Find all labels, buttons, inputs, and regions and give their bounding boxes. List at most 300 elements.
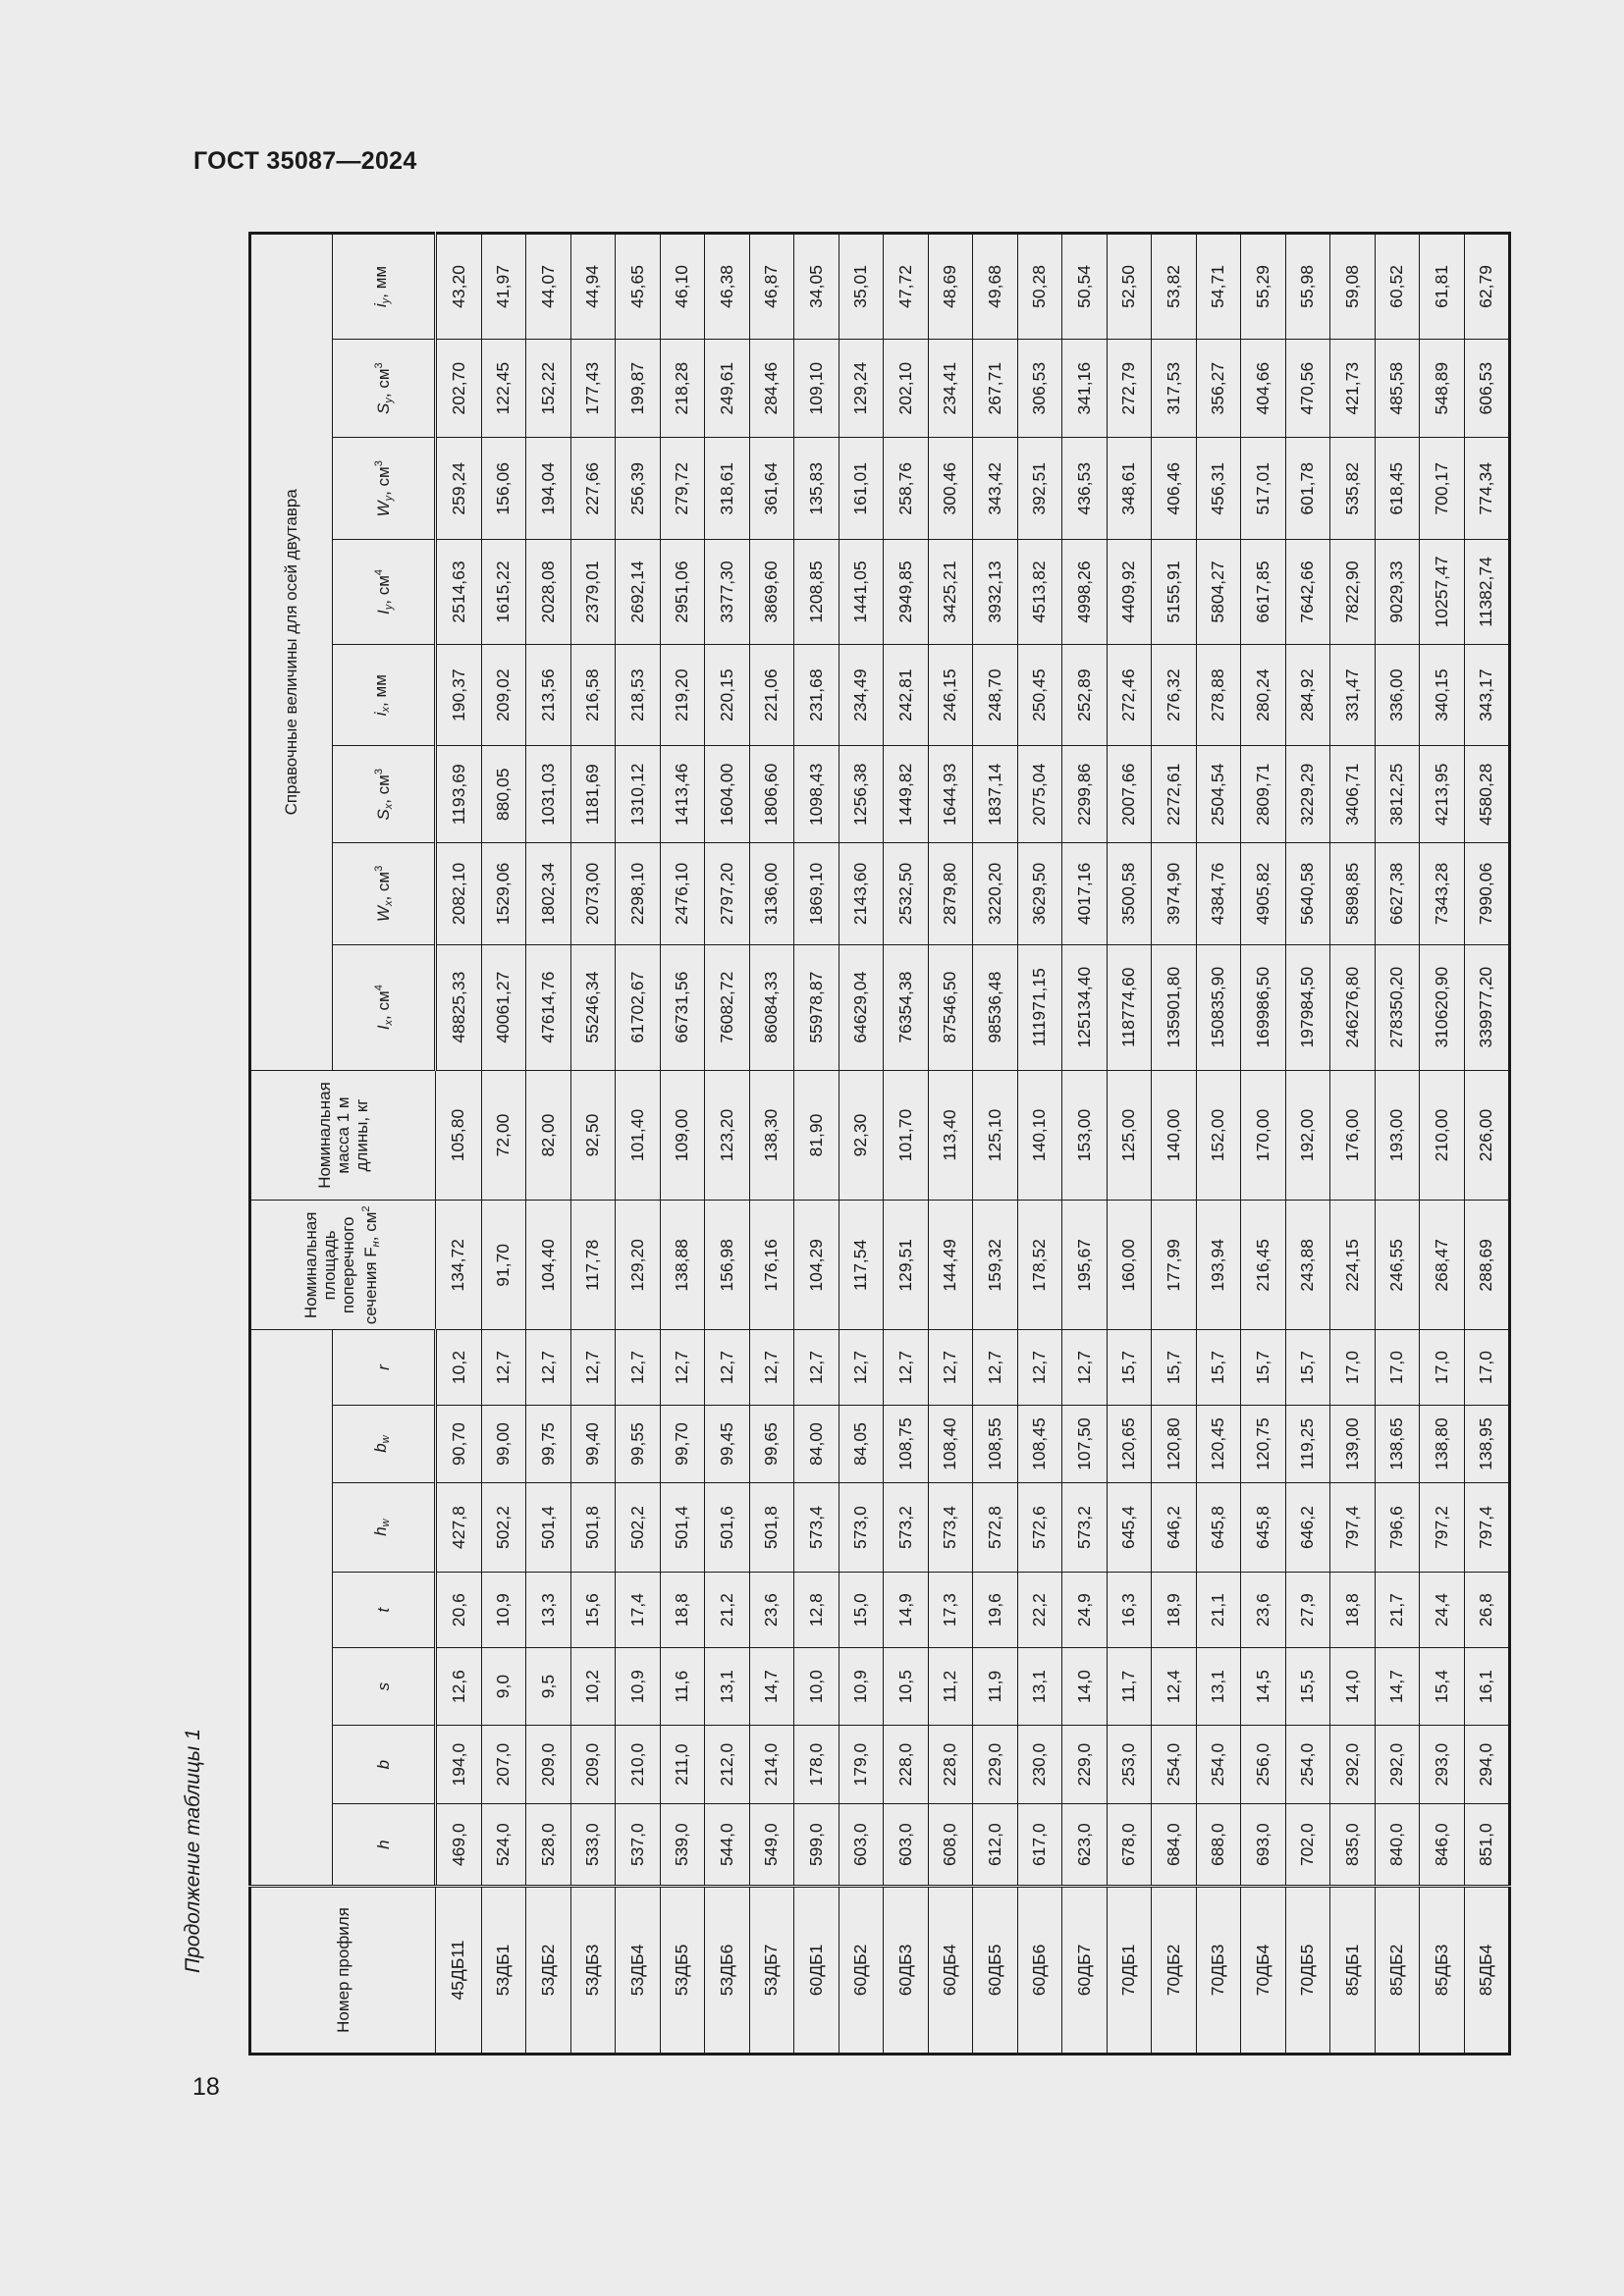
table-cell: 880,05: [481, 746, 526, 843]
table-row: [526, 234, 571, 2055]
table-row: [928, 234, 973, 2055]
table-row: [570, 234, 616, 2055]
col-Wx: Wx, $см^3$: [333, 843, 436, 945]
table-cell: 249,61: [705, 339, 750, 438]
table-cell: 14,0: [1330, 1648, 1376, 1726]
header-row-1: [250, 234, 333, 2055]
table-cell: 107,50: [1062, 1405, 1108, 1483]
table-cell: 341,16: [1062, 339, 1108, 438]
table-cell: 392,51: [1017, 438, 1062, 540]
table-cell: 176,16: [749, 1201, 794, 1330]
table-cell: 293,0: [1420, 1725, 1465, 1804]
table-cell: 55,29: [1241, 234, 1286, 340]
table-cell: 17,0: [1420, 1330, 1465, 1406]
table-cell: 12,8: [794, 1572, 839, 1648]
table-cell: 153,00: [1062, 1070, 1108, 1201]
table-cell: 15,7: [1196, 1330, 1241, 1406]
table-cell: 3629,50: [1017, 843, 1062, 945]
table-cell: 688,0: [1196, 1804, 1241, 1887]
table-cell: 231,68: [794, 644, 839, 746]
standard-code: ГОСТ 35087—2024: [193, 147, 417, 175]
table-cell: 7822,90: [1330, 540, 1376, 645]
table-cell: 59,08: [1330, 234, 1376, 340]
table-cell: 108,45: [1017, 1405, 1062, 1483]
profile-number-cell: 60ДБ2: [839, 1886, 884, 2054]
table-cell: 169986,50: [1241, 944, 1286, 1070]
table-cell: 12,4: [1152, 1648, 1197, 1726]
table-cell: 99,55: [616, 1405, 661, 1483]
table-cell: 4998,26: [1062, 540, 1108, 645]
table-cell: 4213,95: [1420, 746, 1465, 843]
table-cell: 12,7: [660, 1330, 705, 1406]
table-cell: 1441,05: [839, 540, 884, 645]
table-cell: 544,0: [705, 1804, 750, 1887]
table-cell: 156,98: [705, 1201, 750, 1330]
table-cell: 318,61: [705, 438, 750, 540]
table-cell: 17,0: [1375, 1330, 1420, 1406]
table-cell: 19,6: [973, 1572, 1018, 1648]
table-cell: 501,8: [749, 1483, 794, 1573]
col-Wy: Wy, $см^3$: [333, 438, 436, 540]
table-cell: 2272,61: [1152, 746, 1197, 843]
table-cell: 618,45: [1375, 438, 1420, 540]
table-cell: 2299,86: [1062, 746, 1108, 843]
profile-number-cell: 70ДБ5: [1285, 1886, 1330, 2054]
table-cell: 5898,85: [1330, 843, 1376, 945]
table-body: [436, 234, 1510, 2055]
table-cell: 258,76: [884, 438, 929, 540]
table-cell: 1449,82: [884, 746, 929, 843]
table-cell: 1837,14: [973, 746, 1018, 843]
table-cell: 702,0: [1285, 1804, 1330, 1887]
table-cell: 45,65: [616, 234, 661, 340]
table-cell: 348,61: [1107, 438, 1152, 540]
table-cell: 92,50: [570, 1070, 616, 1201]
col-Ix: Ix, $см^4$: [333, 944, 436, 1070]
table-cell: 46,87: [749, 234, 794, 340]
table-cell: 15,7: [1107, 1330, 1152, 1406]
table-row: [1062, 234, 1108, 2055]
table-cell: 15,0: [839, 1572, 884, 1648]
table-cell: 533,0: [570, 1804, 616, 1887]
table-cell: 12,7: [481, 1330, 526, 1406]
col-iy: iy, мм: [333, 234, 436, 340]
col-Iy: Iy, $см^4$: [333, 540, 436, 645]
table-cell: 138,30: [749, 1070, 794, 1201]
table-cell: 617,0: [1017, 1804, 1062, 1887]
table-cell: 250,45: [1017, 644, 1062, 746]
table-row: [1107, 234, 1152, 2055]
table-cell: 152,22: [526, 339, 571, 438]
table-cell: 573,4: [928, 1483, 973, 1573]
col-Sy: Sy, $см^3$: [333, 339, 436, 438]
table-cell: 40061,27: [481, 944, 526, 1070]
table-cell: 86084,33: [749, 944, 794, 1070]
table-cell: 52,50: [1107, 234, 1152, 340]
col-hw: hw: [333, 1483, 436, 1573]
table-cell: 218,53: [616, 644, 661, 746]
table-cell: 572,6: [1017, 1483, 1062, 1573]
table-cell: 213,56: [526, 644, 571, 746]
table-cell: 99,70: [660, 1405, 705, 1483]
table-cell: 193,94: [1196, 1201, 1241, 1330]
table-cell: 61,81: [1420, 234, 1465, 340]
col-profile-number: Номер профиля: [250, 1886, 436, 2054]
table-cell: 62,79: [1464, 234, 1510, 340]
table-cell: 229,0: [1062, 1725, 1108, 1804]
table-cell: 10257,47: [1420, 540, 1465, 645]
table-cell: 76082,72: [705, 944, 750, 1070]
table-cell: 3406,71: [1330, 746, 1376, 843]
table-cell: 234,49: [839, 644, 884, 746]
table-cell: 524,0: [481, 1804, 526, 1887]
table-cell: 339977,20: [1464, 944, 1510, 1070]
table-cell: 48825,33: [436, 944, 482, 1070]
profile-number-cell: 53ДБ4: [616, 1886, 661, 2054]
table-cell: 190,37: [436, 644, 482, 746]
table-cell: 4905,82: [1241, 843, 1286, 945]
table-cell: 120,65: [1107, 1405, 1152, 1483]
table-cell: 343,17: [1464, 644, 1510, 746]
table-cell: 9,5: [526, 1648, 571, 1726]
table-cell: 14,0: [1062, 1648, 1108, 1726]
table-cell: 219,20: [660, 644, 705, 746]
table-cell: 336,00: [1375, 644, 1420, 746]
table-cell: 10,9: [616, 1648, 661, 1726]
col-s: s: [333, 1648, 436, 1726]
table-cell: 194,0: [436, 1725, 482, 1804]
table-cell: 246,15: [928, 644, 973, 746]
table-cell: 603,0: [884, 1804, 929, 1887]
table-cell: 797,4: [1464, 1483, 1510, 1573]
table-cell: 317,53: [1152, 339, 1197, 438]
table-cell: 210,00: [1420, 1070, 1465, 1201]
table-cell: 623,0: [1062, 1804, 1108, 1887]
table-cell: 120,80: [1152, 1405, 1197, 1483]
table-cell: 212,0: [705, 1725, 750, 1804]
table-cell: 46,10: [660, 234, 705, 340]
table-cell: 1256,38: [839, 746, 884, 843]
table-cell: 254,0: [1152, 1725, 1197, 1804]
table-cell: 99,65: [749, 1405, 794, 1483]
table-cell: 202,10: [884, 339, 929, 438]
table-cell: 10,0: [794, 1648, 839, 1726]
table-cell: 60,52: [1375, 234, 1420, 340]
table-cell: 1181,69: [570, 746, 616, 843]
table-cell: 300,46: [928, 438, 973, 540]
table-cell: 18,8: [660, 1572, 705, 1648]
col-nominal-mass: Номинальная масса 1 м длины, кг: [250, 1070, 436, 1201]
table-cell: 21,2: [705, 1572, 750, 1648]
table-cell: 17,4: [616, 1572, 661, 1648]
table-cell: 2949,85: [884, 540, 929, 645]
table-cell: 12,7: [526, 1330, 571, 1406]
table-cell: 15,7: [1241, 1330, 1286, 1406]
table-cell: 501,4: [660, 1483, 705, 1573]
table-cell: 5804,27: [1196, 540, 1241, 645]
table-cell: 2298,10: [616, 843, 661, 945]
table-cell: 548,89: [1420, 339, 1465, 438]
table-cell: 160,00: [1107, 1201, 1152, 1330]
table-cell: 104,40: [526, 1201, 571, 1330]
table-cell: 2879,80: [928, 843, 973, 945]
table-cell: 331,47: [1330, 644, 1376, 746]
table-cell: 1413,46: [660, 746, 705, 843]
table-cell: 645,8: [1241, 1483, 1286, 1573]
table-cell: 53,82: [1152, 234, 1197, 340]
profile-number-cell: 45ДБ11: [436, 1886, 482, 2054]
table-cell: 46,38: [705, 234, 750, 340]
table-cell: 156,06: [481, 438, 526, 540]
table-cell: 159,32: [973, 1201, 1018, 1330]
table-cell: 91,70: [481, 1201, 526, 1330]
table-cell: 292,0: [1375, 1725, 1420, 1804]
table-cell: 12,7: [839, 1330, 884, 1406]
table-cell: 13,1: [1196, 1648, 1241, 1726]
table-cell: 340,15: [1420, 644, 1465, 746]
table-cell: 294,0: [1464, 1725, 1510, 1804]
table-row: [1375, 234, 1420, 2055]
table-cell: 125134,40: [1062, 944, 1108, 1070]
table-cell: 192,00: [1285, 1070, 1330, 1201]
table-cell: 796,6: [1375, 1483, 1420, 1573]
table-row: [973, 234, 1018, 2055]
table-cell: 9029,33: [1375, 540, 1420, 645]
table-cell: 99,45: [705, 1405, 750, 1483]
table-cell: 539,0: [660, 1804, 705, 1887]
profile-number-cell: 53ДБ1: [481, 1886, 526, 2054]
table-cell: 179,0: [839, 1725, 884, 1804]
table-cell: 13,1: [705, 1648, 750, 1726]
table-cell: 199,87: [616, 339, 661, 438]
table-cell: 4384,76: [1196, 843, 1241, 945]
table-cell: 135,83: [794, 438, 839, 540]
page-number: 18: [192, 2073, 220, 2101]
table-cell: 120,75: [1241, 1405, 1286, 1483]
table-cell: 43,20: [436, 234, 482, 340]
table-cell: 23,6: [1241, 1572, 1286, 1648]
table-cell: 178,0: [794, 1725, 839, 1804]
table-cell: 608,0: [928, 1804, 973, 1887]
table-cell: 9,0: [481, 1648, 526, 1726]
profile-number-cell: 60ДБ7: [1062, 1886, 1108, 2054]
table-cell: 109,10: [794, 339, 839, 438]
table-cell: 144,49: [928, 1201, 973, 1330]
table-cell: 99,00: [481, 1405, 526, 1483]
table-cell: 259,24: [436, 438, 482, 540]
table-row: [1420, 234, 1465, 2055]
table-cell: 3229,29: [1285, 746, 1330, 843]
table-cell: 427,8: [436, 1483, 482, 1573]
table-cell: 1208,85: [794, 540, 839, 645]
table-cell: 228,0: [884, 1725, 929, 1804]
table-cell: 485,58: [1375, 339, 1420, 438]
table-cell: 2379,01: [570, 540, 616, 645]
table-cell: 684,0: [1152, 1804, 1197, 1887]
table-cell: 1529,06: [481, 843, 526, 945]
table-cell: 3425,21: [928, 540, 973, 645]
profile-number-cell: 60ДБ3: [884, 1886, 929, 2054]
table-cell: 11,7: [1107, 1648, 1152, 1726]
table-cell: 678,0: [1107, 1804, 1152, 1887]
table-cell: 221,06: [749, 644, 794, 746]
table-cell: 92,30: [839, 1070, 884, 1201]
col-h: h: [333, 1804, 436, 1887]
table-cell: 23,6: [749, 1572, 794, 1648]
table-cell: 138,88: [660, 1201, 705, 1330]
table-cell: 284,46: [749, 339, 794, 438]
table-cell: 797,4: [1330, 1483, 1376, 1573]
table-cell: 104,29: [794, 1201, 839, 1330]
col-dimensions-group: [250, 1330, 333, 1887]
col-nominal-area: Номинальная площадь поперечного сечения Fн, $см^2$: [250, 1201, 436, 1330]
table-cell: 61702,67: [616, 944, 661, 1070]
table-cell: 292,0: [1330, 1725, 1376, 1804]
table-cell: 10,2: [436, 1330, 482, 1406]
table-cell: 234,41: [928, 339, 973, 438]
table-cell: 470,56: [1285, 339, 1330, 438]
table-cell: 1615,22: [481, 540, 526, 645]
table-cell: 50,54: [1062, 234, 1108, 340]
table-cell: 254,0: [1285, 1725, 1330, 1804]
table-cell: 226,00: [1464, 1070, 1510, 1201]
table-cell: 16,1: [1464, 1648, 1510, 1726]
table-cell: 606,53: [1464, 339, 1510, 438]
table-cell: 3500,58: [1107, 843, 1152, 945]
table-cell: 267,71: [973, 339, 1018, 438]
table-cell: 129,51: [884, 1201, 929, 1330]
table-cell: 3136,00: [749, 843, 794, 945]
table-cell: 54,71: [1196, 234, 1241, 340]
table-cell: 1806,60: [749, 746, 794, 843]
table-row: [481, 234, 526, 2055]
table-cell: 138,80: [1420, 1405, 1465, 1483]
table-cell: 81,90: [794, 1070, 839, 1201]
table-cell: 1098,43: [794, 746, 839, 843]
table-cell: 17,0: [1464, 1330, 1510, 1406]
table-cell: 14,5: [1241, 1648, 1286, 1726]
table-row: [839, 234, 884, 2055]
table-cell: 18,8: [1330, 1572, 1376, 1648]
table-cell: 15,7: [1285, 1330, 1330, 1406]
table-cell: 310620,90: [1420, 944, 1465, 1070]
table-cell: 280,24: [1241, 644, 1286, 746]
table-cell: 361,64: [749, 438, 794, 540]
table-cell: 117,78: [570, 1201, 616, 1330]
table-cell: 13,1: [1017, 1648, 1062, 1726]
table-cell: 248,70: [973, 644, 1018, 746]
table-cell: 27,9: [1285, 1572, 1330, 1648]
table-cell: 612,0: [973, 1804, 1018, 1887]
table-cell: 20,6: [436, 1572, 482, 1648]
table-cell: 502,2: [481, 1483, 526, 1573]
table-cell: 572,8: [973, 1483, 1018, 1573]
table-cell: 10,9: [839, 1648, 884, 1726]
table-cell: 55978,87: [794, 944, 839, 1070]
table-cell: 229,0: [973, 1725, 1018, 1804]
table-cell: 138,95: [1464, 1405, 1510, 1483]
table-cell: 10,9: [481, 1572, 526, 1648]
table-cell: 72,00: [481, 1070, 526, 1201]
table-rotation-frame: [248, 232, 1496, 2056]
table-cell: 2073,00: [570, 843, 616, 945]
table-cell: 24,9: [1062, 1572, 1108, 1648]
table-cell: 216,58: [570, 644, 616, 746]
table-row: [436, 234, 482, 2055]
table-cell: 11,6: [660, 1648, 705, 1726]
table-cell: 11382,74: [1464, 540, 1510, 645]
table-cell: 599,0: [794, 1804, 839, 1887]
table-row: [1241, 234, 1286, 2055]
profile-number-cell: 70ДБ4: [1241, 1886, 1286, 2054]
table-cell: 84,05: [839, 1405, 884, 1483]
table-cell: 406,46: [1152, 438, 1197, 540]
table-cell: 3812,25: [1375, 746, 1420, 843]
table-cell: 4409,92: [1107, 540, 1152, 645]
table-cell: 15,5: [1285, 1648, 1330, 1726]
table-row: [1464, 234, 1510, 2055]
table-cell: 139,00: [1330, 1405, 1376, 1483]
table-cell: 84,00: [794, 1405, 839, 1483]
table-cell: 87546,50: [928, 944, 973, 1070]
table-cell: 253,0: [1107, 1725, 1152, 1804]
table-row: [749, 234, 794, 2055]
table-cell: 2007,66: [1107, 746, 1152, 843]
table-cell: 276,32: [1152, 644, 1197, 746]
table-cell: 12,7: [884, 1330, 929, 1406]
table-cell: 4513,82: [1017, 540, 1062, 645]
table-cell: 2692,14: [616, 540, 661, 645]
table-cell: 573,0: [839, 1483, 884, 1573]
table-cell: 456,31: [1196, 438, 1241, 540]
table-cell: 3869,60: [749, 540, 794, 645]
table-cell: 34,05: [794, 234, 839, 340]
table-cell: 501,6: [705, 1483, 750, 1573]
table-cell: 49,68: [973, 234, 1018, 340]
table-cell: 15,6: [570, 1572, 616, 1648]
table-cell: 1604,00: [705, 746, 750, 843]
profile-number-cell: 53ДБ2: [526, 1886, 571, 2054]
table-cell: 90,70: [436, 1405, 482, 1483]
table-cell: 24,4: [1420, 1572, 1465, 1648]
table-cell: 209,0: [526, 1725, 571, 1804]
table-cell: 82,00: [526, 1070, 571, 1201]
table-cell: 55246,34: [570, 944, 616, 1070]
table-cell: 7642,66: [1285, 540, 1330, 645]
table-cell: 99,40: [570, 1405, 616, 1483]
col-t: t: [333, 1572, 436, 1648]
profile-number-cell: 60ДБ4: [928, 1886, 973, 2054]
table-cell: 256,39: [616, 438, 661, 540]
table-cell: 50,28: [1017, 234, 1062, 340]
table-cell: 12,7: [570, 1330, 616, 1406]
table-cell: 501,8: [570, 1483, 616, 1573]
table-cell: 278350,20: [1375, 944, 1420, 1070]
table-cell: 254,0: [1196, 1725, 1241, 1804]
table-cell: 108,55: [973, 1405, 1018, 1483]
profile-number-cell: 53ДБ3: [570, 1886, 616, 2054]
table-cell: 129,20: [616, 1201, 661, 1330]
table-cell: 66731,56: [660, 944, 705, 1070]
table-cell: 18,9: [1152, 1572, 1197, 1648]
profile-number-cell: 60ДБ6: [1017, 1886, 1062, 2054]
table-cell: 272,79: [1107, 339, 1152, 438]
table-cell: 2797,20: [705, 843, 750, 945]
table-cell: 209,02: [481, 644, 526, 746]
table-cell: 5640,58: [1285, 843, 1330, 945]
table-cell: 256,0: [1241, 1725, 1286, 1804]
table-cell: 436,53: [1062, 438, 1108, 540]
